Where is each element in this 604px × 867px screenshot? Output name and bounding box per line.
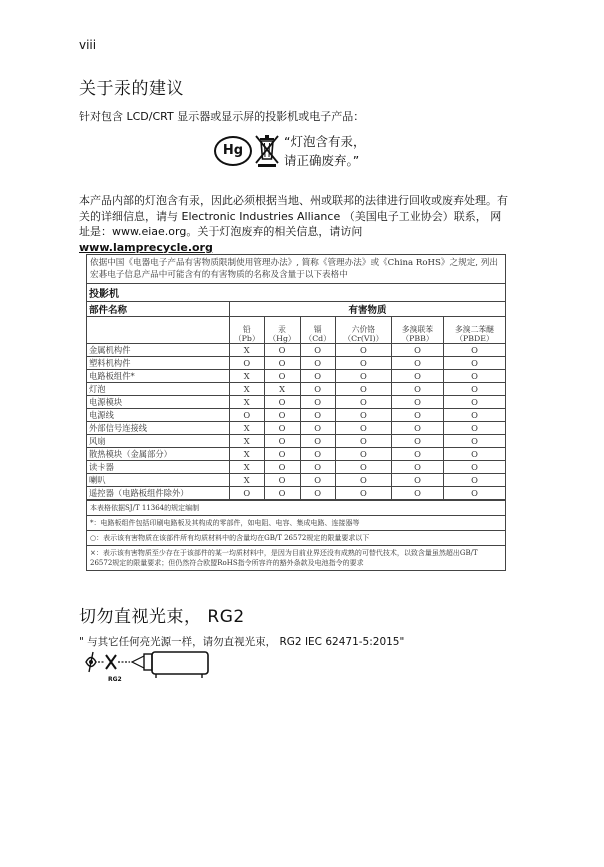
rg2-icon-label: RG2 xyxy=(108,676,122,683)
substance-value-cell: X xyxy=(230,448,265,461)
part-name-cell: 风扇 xyxy=(87,435,230,448)
substance-value-cell: O xyxy=(444,396,506,409)
substance-value-cell: O xyxy=(300,422,335,435)
table-note: 依据中国《电器电子产品有害物质限制使用管理办法》, 简称《管理办法》或《China RoHS》之规定, 列出宏碁电子信息产品中可能含有的有害物质的名称及含量于以下表格中 xyxy=(87,255,505,284)
table-row xyxy=(87,370,505,383)
substance-value-cell: O xyxy=(391,448,443,461)
substance-value-cell: O xyxy=(264,370,300,383)
substance-value-cell: O xyxy=(264,396,300,409)
substance-value-cell: O xyxy=(335,396,391,409)
substance-value-cell: X xyxy=(230,422,265,435)
substance-value-cell: O xyxy=(335,383,391,396)
substance-value-cell: O xyxy=(335,435,391,448)
col-part-header: 部件名称 xyxy=(87,302,230,317)
col-substances-header: 有害物质 xyxy=(230,302,506,317)
substance-value-cell: O xyxy=(444,383,506,396)
substance-value-cell: O xyxy=(300,409,335,422)
part-name-cell: 电路板组件* xyxy=(87,370,230,383)
substance-value-cell: O xyxy=(335,344,391,357)
substance-value-cell: O xyxy=(391,409,443,422)
table-footnotes xyxy=(87,500,505,570)
substance-value-cell: O xyxy=(391,357,443,370)
beam-heading: 切勿直视光束， RG2 xyxy=(79,607,245,627)
part-name-cell: 散热模块（金属部分） xyxy=(87,448,230,461)
substance-value-cell: O xyxy=(300,448,335,461)
part-name-cell: 电源线 xyxy=(87,409,230,422)
table-row xyxy=(87,422,505,435)
substance-value-cell: X xyxy=(264,383,300,396)
substance-value-cell: X xyxy=(230,474,265,487)
substance-value-cell: X xyxy=(230,396,265,409)
footnote: ○：表示该有害物质在该部件所有均质材料中的含量均在GB/T 26572规定的限量要求以下 xyxy=(87,530,505,545)
beam-warning-text: " 与其它任何亮光源一样，请勿直视光束， RG2 IEC 62471-5:2015" xyxy=(79,636,405,648)
part-name-cell: 塑料机构件 xyxy=(87,357,230,370)
mercury-paragraph xyxy=(79,193,509,255)
substance-value-cell: O xyxy=(300,474,335,487)
blank-header-cell xyxy=(87,317,230,344)
mercury-intro: 针对包含 LCD/CRT 显示器或显示屏的投影机或电子产品： xyxy=(79,110,365,123)
substance-value-cell: X xyxy=(230,461,265,474)
substance-value-cell: O xyxy=(264,344,300,357)
lamprecycle-link[interactable]: www.lamprecycle.org xyxy=(79,240,213,254)
substance-value-cell: X xyxy=(230,370,265,383)
substance-value-cell: O xyxy=(335,487,391,500)
hazardous-substance-table xyxy=(87,302,505,500)
substance-value-cell: O xyxy=(391,461,443,474)
substance-value-cell: O xyxy=(264,422,300,435)
substance-value-cell: O xyxy=(264,448,300,461)
substance-value-cell: O xyxy=(444,357,506,370)
substance-value-cell: O xyxy=(264,474,300,487)
substance-value-cell: O xyxy=(444,474,506,487)
substance-header: 铅（Pb） xyxy=(230,317,265,344)
table-row xyxy=(87,435,505,448)
table-row xyxy=(87,383,505,396)
substance-header: 多溴联苯（PBB） xyxy=(391,317,443,344)
do-not-stare-icon xyxy=(84,650,214,684)
substance-value-cell: X xyxy=(230,435,265,448)
substance-value-cell: O xyxy=(335,461,391,474)
mercury-paragraph-text: 本产品内部的灯泡含有汞，因此必须根据当地、州或联邦的法律进行回收或废弃处理。有关的详细信息，请与 Electronic Industries Alliance （美国电子工业协会）联系， 网址是：www.eiae.org。关于灯泡废弃的相关信息，请访问 xyxy=(79,194,508,238)
table-row xyxy=(87,357,505,370)
table-row xyxy=(87,461,505,474)
page-number: viii xyxy=(79,38,97,52)
substance-value-cell: O xyxy=(300,435,335,448)
substance-value-cell: O xyxy=(391,487,443,500)
hg-warning-text xyxy=(284,132,365,170)
substance-value-cell: O xyxy=(335,357,391,370)
substance-value-cell: O xyxy=(300,487,335,500)
hg-warning-line1: “灯泡含有汞， xyxy=(284,134,366,149)
footnote: *：电路板组件包括印刷电路板及其构成的零部件，如电阻、电容、集成电路、连接器等 xyxy=(87,515,505,530)
substance-value-cell: O xyxy=(391,396,443,409)
substance-value-cell: O xyxy=(391,435,443,448)
hazardous-substance-table-container xyxy=(86,254,506,571)
table-row xyxy=(87,474,505,487)
substance-value-cell: O xyxy=(444,344,506,357)
substance-value-cell: O xyxy=(444,487,506,500)
substance-value-cell: O xyxy=(335,409,391,422)
substance-value-cell: O xyxy=(300,461,335,474)
substance-header: 汞（Hg） xyxy=(264,317,300,344)
substance-value-cell: O xyxy=(300,344,335,357)
substance-value-cell: O xyxy=(264,357,300,370)
part-name-cell: 读卡器 xyxy=(87,461,230,474)
substance-value-cell: O xyxy=(335,474,391,487)
substance-value-cell: O xyxy=(230,357,265,370)
substance-value-cell: O xyxy=(444,370,506,383)
substance-value-cell: O xyxy=(300,370,335,383)
footnote: 本表格依据SJ/T 11364的规定编制 xyxy=(87,500,505,515)
table-row xyxy=(87,409,505,422)
substance-value-cell: O xyxy=(444,422,506,435)
substance-value-cell: O xyxy=(335,370,391,383)
hg-circle-icon: Hg xyxy=(214,136,252,166)
substance-value-cell: O xyxy=(300,396,335,409)
part-name-cell: 遥控器（电路板组件除外） xyxy=(87,487,230,500)
substance-value-cell: X xyxy=(230,344,265,357)
part-name-cell: 电源模块 xyxy=(87,396,230,409)
substance-value-cell: O xyxy=(444,409,506,422)
part-name-cell: 喇叭 xyxy=(87,474,230,487)
substance-value-cell: O xyxy=(335,448,391,461)
substance-value-cell: O xyxy=(264,487,300,500)
substance-value-cell: O xyxy=(335,422,391,435)
substance-value-cell: O xyxy=(391,344,443,357)
substance-header: 六价铬（Cr(VI)） xyxy=(335,317,391,344)
part-name-cell: 外部信号连接线 xyxy=(87,422,230,435)
substance-value-cell: O xyxy=(444,435,506,448)
table-row xyxy=(87,487,505,500)
substance-header: 镉（Cd） xyxy=(300,317,335,344)
crossed-bin-icon xyxy=(254,132,280,168)
substance-value-cell: O xyxy=(391,422,443,435)
substance-value-cell: O xyxy=(391,474,443,487)
substance-value-cell: O xyxy=(264,461,300,474)
part-name-cell: 灯泡 xyxy=(87,383,230,396)
mercury-heading: 关于汞的建议 xyxy=(79,79,184,99)
hg-disposal-symbol xyxy=(214,132,414,174)
hg-warning-line2: 请正确废弃。” xyxy=(284,153,360,168)
substance-value-cell: O xyxy=(391,383,443,396)
substance-value-cell: O xyxy=(444,461,506,474)
substance-value-cell: O xyxy=(391,370,443,383)
substance-header: 多溴二苯醚（PBDE） xyxy=(444,317,506,344)
substance-value-cell: O xyxy=(264,409,300,422)
substance-value-cell: O xyxy=(264,435,300,448)
substance-value-cell: O xyxy=(444,448,506,461)
substance-value-cell: O xyxy=(300,357,335,370)
footnote: ×：表示该有害物质至少存在于该部件的某一均质材料中，是因为目前业界还没有成熟的可替代技术，以致含量虽然超出GB/T 26572规定的限量要求；但仍然符合欧盟RoHS指令所容许的豁外条款及电池指令的要求 xyxy=(87,545,505,570)
substance-value-cell: X xyxy=(230,383,265,396)
substance-value-cell: O xyxy=(300,383,335,396)
table-row xyxy=(87,344,505,357)
table-title: 投影机 xyxy=(87,284,505,302)
substance-header-row xyxy=(87,317,505,344)
substance-value-cell: O xyxy=(230,409,265,422)
substance-value-cell: O xyxy=(230,487,265,500)
table-row xyxy=(87,448,505,461)
table-row xyxy=(87,396,505,409)
part-name-cell: 金属机构件 xyxy=(87,344,230,357)
